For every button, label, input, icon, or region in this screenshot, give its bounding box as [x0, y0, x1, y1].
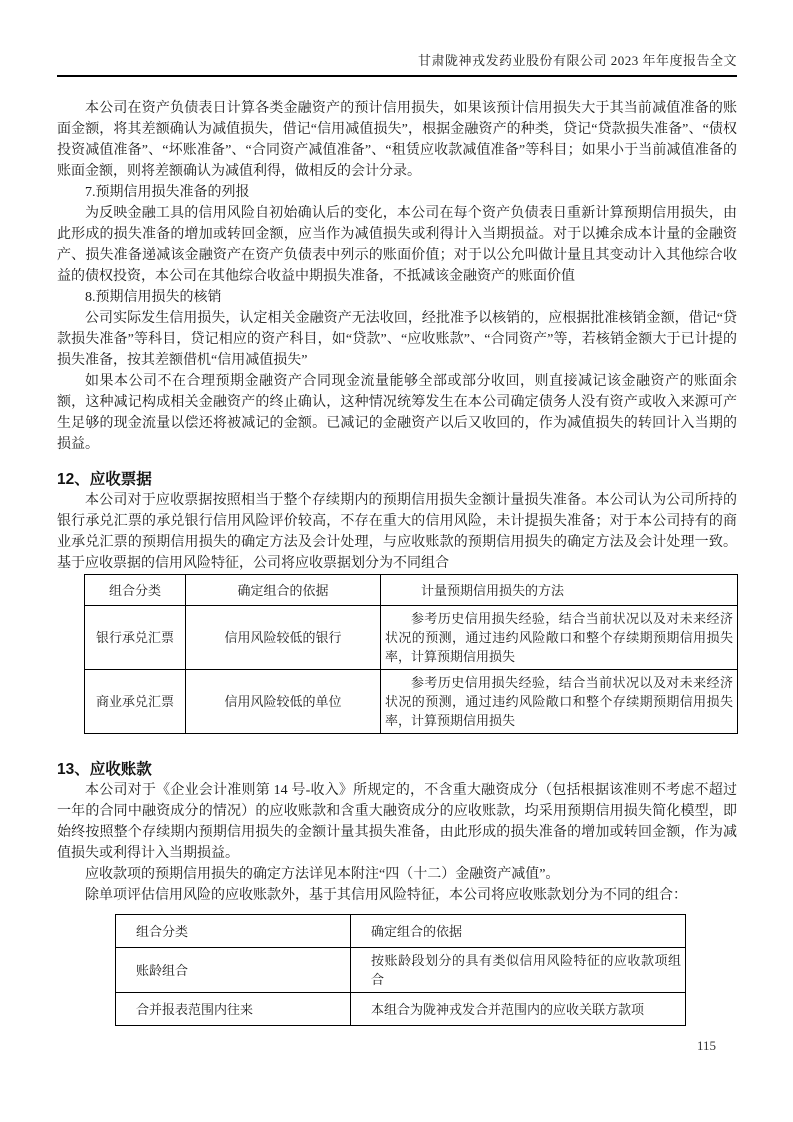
paragraph-writeoff-1: 公司实际发生信用损失，认定相关金融资产无法收回，经批准予以核销的，应根据批准核销金额，借记“贷款损失准备”等科目，贷记相应的资产科目，如“贷款”、“应收账款”、“合同资产”等，若核销金额大于已计提的损失准备，按其差额借机“信用减值损失” [57, 311, 737, 368]
table-row [85, 606, 738, 670]
header-cell-portfolio-type: 组合分类 [116, 915, 351, 948]
page-number: 115 [697, 1038, 717, 1053]
table-row [116, 993, 686, 1026]
paragraph-ecl-presentation: 为反映金融工具的信用风险自初始确认后的变化，本公司在每个资产负债表日重新计算预期信用损失，由此形成的损失准备的增加或转回金额，应当作为减值损失或利得计入当期损益。对于以摊余成本计量的金融资产、损失准备递减该金融资产在资产负债表中列示的账面价值；对于以公允叫做计量且其变动计入其他综合收益的债权投资，本公司在其他综合收益中期损失准备，不抵减该金融资产的账面价值 [57, 206, 737, 284]
table-row [116, 948, 686, 993]
accounts-receivable-table [115, 914, 686, 1026]
header-rule [57, 75, 737, 77]
paragraph-notes-receivable: 本公司对于应收票据按照相当于整个存续期内的预期信用损失金额计量损失准备。本公司认为公司所持的银行承兑汇票的承兑银行信用风险评价较高，不存在重大的信用风险，未计提损失准备；对于本公司持有的商业承兑汇票的预期信用损失的确定方法及会计处理，与应收账款的预期信用损失的确定方法及会计处理一致。基于应收票据的信用风险特征，公司将应收票据划分为不同组合 [57, 493, 737, 571]
cell-portfolio-basis: 按账龄段划分的具有类似信用风险特征的应收款项组合 [351, 948, 686, 993]
paragraph-ecl-method-reference: 应收款项的预期信用损失的确定方法详见本附注“四（十二）金融资产减值”。 [85, 867, 560, 882]
cell-ecl-method: 参考历史信用损失经验，结合当前状况以及对未来经济状况的预测，通过违约风险敞口和整个存续期预期信用损失率，计算预期信用损失 [381, 606, 738, 670]
cell-portfolio-basis: 信用风险较低的单位 [186, 670, 381, 734]
section-heading-12-notes-receivable: 12、应收票据 [57, 471, 152, 488]
cell-portfolio-type: 账龄组合 [116, 948, 351, 993]
cell-portfolio-type: 合并报表范围内往来 [116, 993, 351, 1026]
list-item-7: 7.预期信用损失准备的列报 [85, 185, 250, 200]
header-cell-portfolio-basis: 确定组合的依据 [351, 915, 686, 948]
table-header-row [85, 575, 738, 606]
section-heading-13-accounts-receivable: 13、应收账款 [57, 761, 152, 778]
table-row [85, 670, 738, 734]
paragraph-writeoff-2: 如果本公司不在合理预期金融资产合同现金流量能够全部或部分收回，则直接减记该金融资产的账面余额，这种减记构成相关金融资产的终止确认，这种情况统筹发生在本公司确定债务人没有资产或收入来源可产生足够的现金流量以偿还将被减记的金额。已减记的金融资产以后又收回的，作为减值损失的转回计入当期的损益。 [57, 374, 737, 452]
table-header-row [116, 915, 686, 948]
body-text [57, 98, 737, 1026]
header-cell-portfolio-basis: 确定组合的依据 [186, 575, 381, 606]
paragraph-impairment-recognition: 本公司在资产负债表日计算各类金融资产的预计信用损失，如果该预计信用损失大于其当前减值准备的账面金额，将其差额确认为减值损失，借记“信用减值损失”，根据金融资产的种类，贷记“贷款损失准备”、“债权投资减值准备”、“坏账准备”、“合同资产减值准备”、“租赁应收款减值准备”等科目；如果小于当前减值准备的账面金额，则将差额确认为减值利得，做相反的会计分录。 [57, 101, 737, 179]
cell-portfolio-type: 商业承兑汇票 [85, 670, 186, 734]
cell-portfolio-type: 银行承兑汇票 [85, 606, 186, 670]
cell-ecl-method: 参考历史信用损失经验，结合当前状况以及对未来经济状况的预测，通过违约风险敞口和整个存续期预期信用损失率，计算预期信用损失 [381, 670, 738, 734]
page-header [57, 0, 737, 69]
cell-portfolio-basis: 信用风险较低的银行 [186, 606, 381, 670]
page-content [57, 0, 737, 1122]
paragraph-accounts-receivable: 本公司对于《企业会计准则第 14 号-收入》所规定的，不含重大融资成分（包括根据该准则不考虑不超过一年的合同中融资成分的情况）的应收账款和含重大融资成分的应收账款，均采用预期信用损失简化模型，即始终按照整个存续期内预期信用损失的金额计量其损失准备，由此形成的损失准备的增加或转回金额，作为减值损失或利得计入当期损益。 [57, 783, 737, 861]
paragraph-portfolio-intro: 除单项评估信用风险的应收账款外，基于其信用风险特征，本公司将应收账款划分为不同的组合： [85, 888, 687, 903]
notes-receivable-table [84, 574, 738, 734]
cell-portfolio-basis: 本组合为陇神戎发合并范围内的应收关联方款项 [351, 993, 686, 1026]
list-item-8: 8.预期信用损失的核销 [85, 290, 222, 305]
header-cell-portfolio-type: 组合分类 [85, 575, 186, 606]
header-cell-ecl-method: 计量预期信用损失的方法 [381, 575, 738, 606]
report-title: 甘肃陇神戎发药业股份有限公司 2023 年年度报告全文 [417, 53, 737, 68]
